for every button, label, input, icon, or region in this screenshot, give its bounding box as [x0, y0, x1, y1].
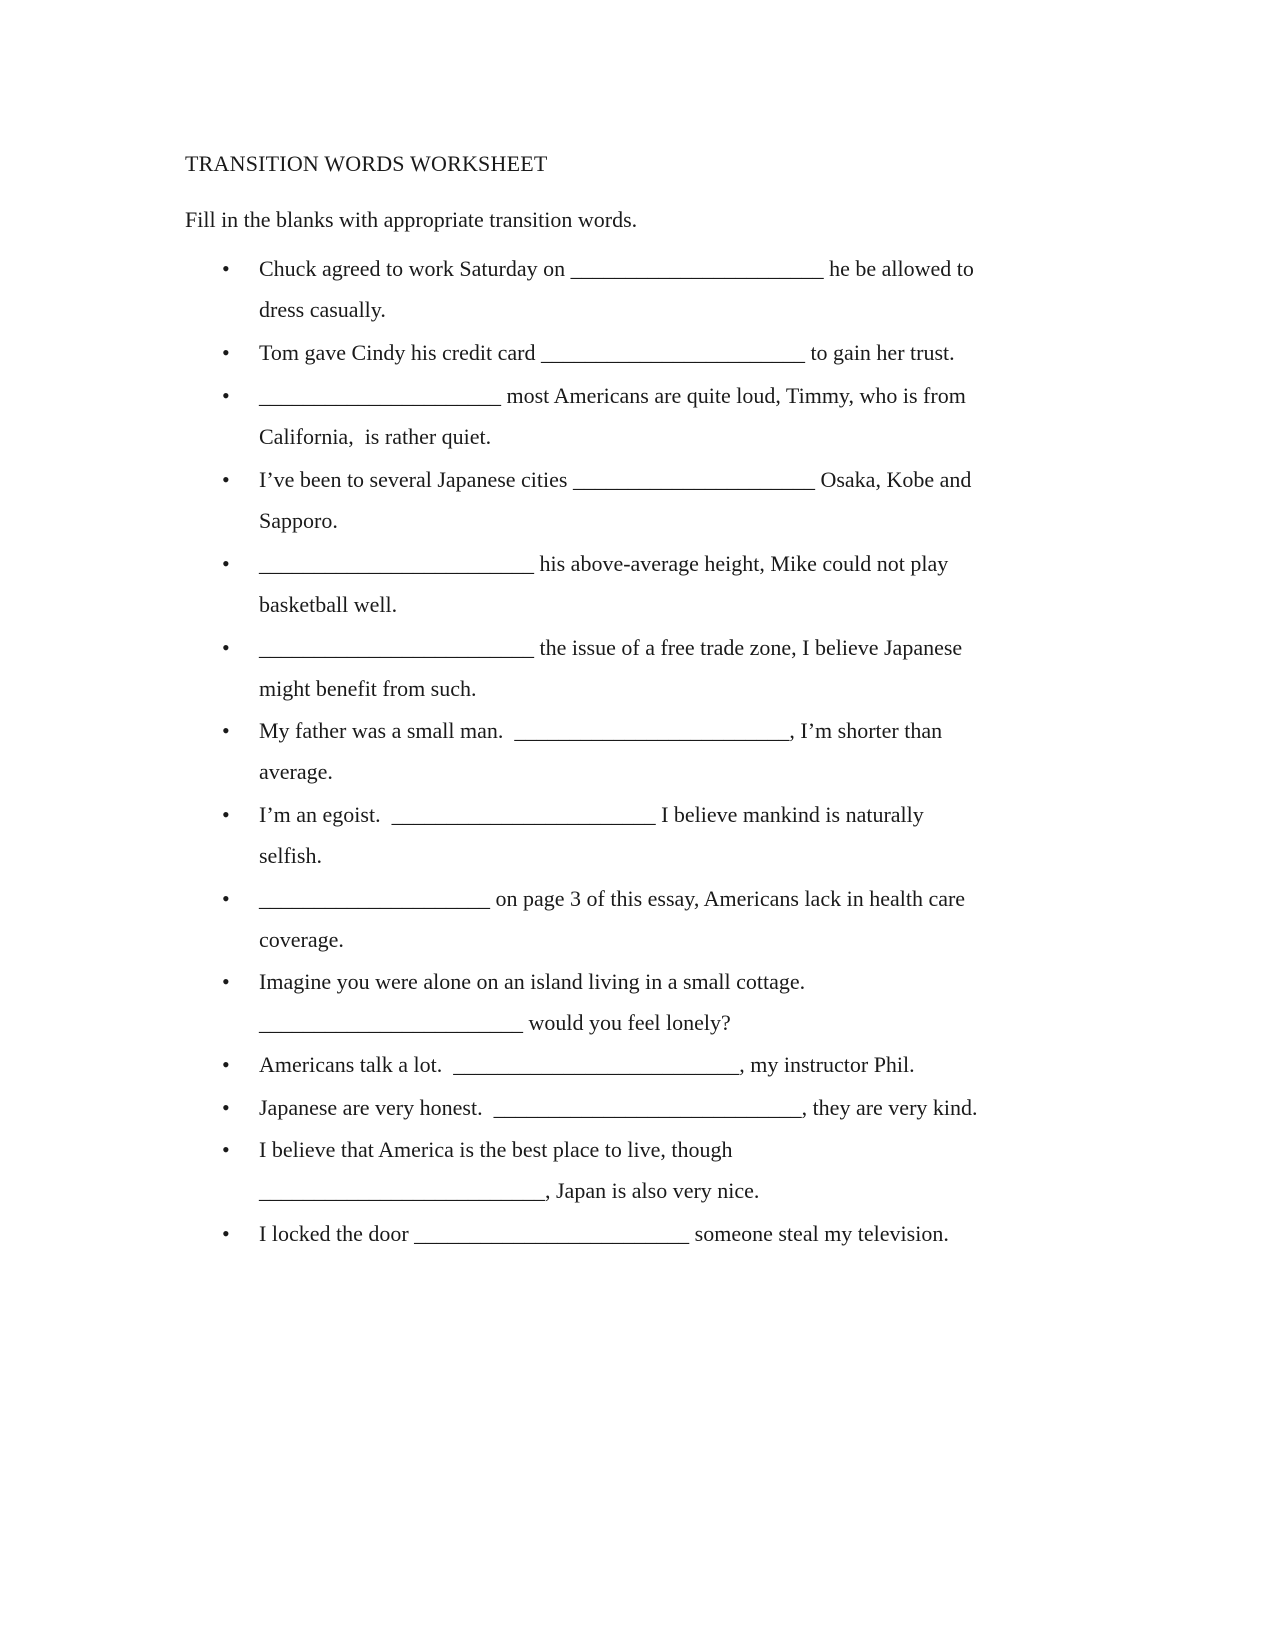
item-line: I’ve been to several Japanese cities ______________________ Osaka, Kobe and	[259, 467, 972, 492]
item-line: I locked the door _________________________ someone steal my television.	[259, 1221, 949, 1246]
item-line: _________________________ his above-average height, Mike could not play	[259, 551, 949, 576]
item-line: dress casually.	[259, 297, 386, 322]
item-line: _________________________ the issue of a free trade zone, I believe Japanese	[259, 635, 963, 660]
bullet-icon: •	[222, 1095, 230, 1120]
worksheet-instructions: Fill in the blanks with appropriate transition words.	[185, 207, 638, 232]
item-line: Imagine you were alone on an island living in a small cottage.	[259, 969, 806, 994]
bullet-icon: •	[222, 467, 230, 492]
item-line: California, is rather quiet.	[259, 424, 492, 449]
bullet-icon: •	[222, 1052, 230, 1077]
item-line: Japanese are very honest. ____________________________, they are very kind.	[259, 1095, 978, 1120]
item-line: I’m an egoist. ________________________ I believe mankind is naturally	[259, 802, 924, 827]
item-line: I believe that America is the best place to live, though	[259, 1137, 733, 1162]
item-line: _____________________ on page 3 of this essay, Americans lack in health care	[259, 886, 966, 911]
item-line: My father was a small man. _________________________, I’m shorter than	[259, 718, 943, 743]
bullet-icon: •	[222, 886, 230, 911]
bullet-icon: •	[222, 551, 230, 576]
item-line: might benefit from such.	[259, 676, 477, 701]
item-line: Sapporo.	[259, 508, 338, 533]
item-line: ________________________ would you feel lonely?	[259, 1010, 731, 1035]
item-line: basketball well.	[259, 592, 398, 617]
item-line: ______________________ most Americans are quite loud, Timmy, who is from	[259, 383, 966, 408]
bullet-icon: •	[222, 340, 230, 365]
bullet-icon: •	[222, 969, 230, 994]
item-line: Americans talk a lot. __________________________, my instructor Phil.	[259, 1052, 915, 1077]
worksheet-title: TRANSITION WORDS WORKSHEET	[185, 151, 548, 176]
bullet-icon: •	[222, 635, 230, 660]
bullet-icon: •	[222, 1221, 230, 1246]
item-line: __________________________, Japan is also very nice.	[259, 1178, 760, 1203]
item-line: Chuck agreed to work Saturday on _______________________ he be allowed to	[259, 256, 974, 281]
bullet-icon: •	[222, 256, 230, 281]
bullet-icon: •	[222, 383, 230, 408]
item-line: selfish.	[259, 843, 322, 868]
bullet-icon: •	[222, 1137, 230, 1162]
item-line: coverage.	[259, 927, 344, 952]
bullet-icon: •	[222, 718, 230, 743]
item-line: Tom gave Cindy his credit card ________________________ to gain her trust.	[259, 340, 955, 365]
item-line: average.	[259, 759, 333, 784]
bullet-icon: •	[222, 802, 230, 827]
